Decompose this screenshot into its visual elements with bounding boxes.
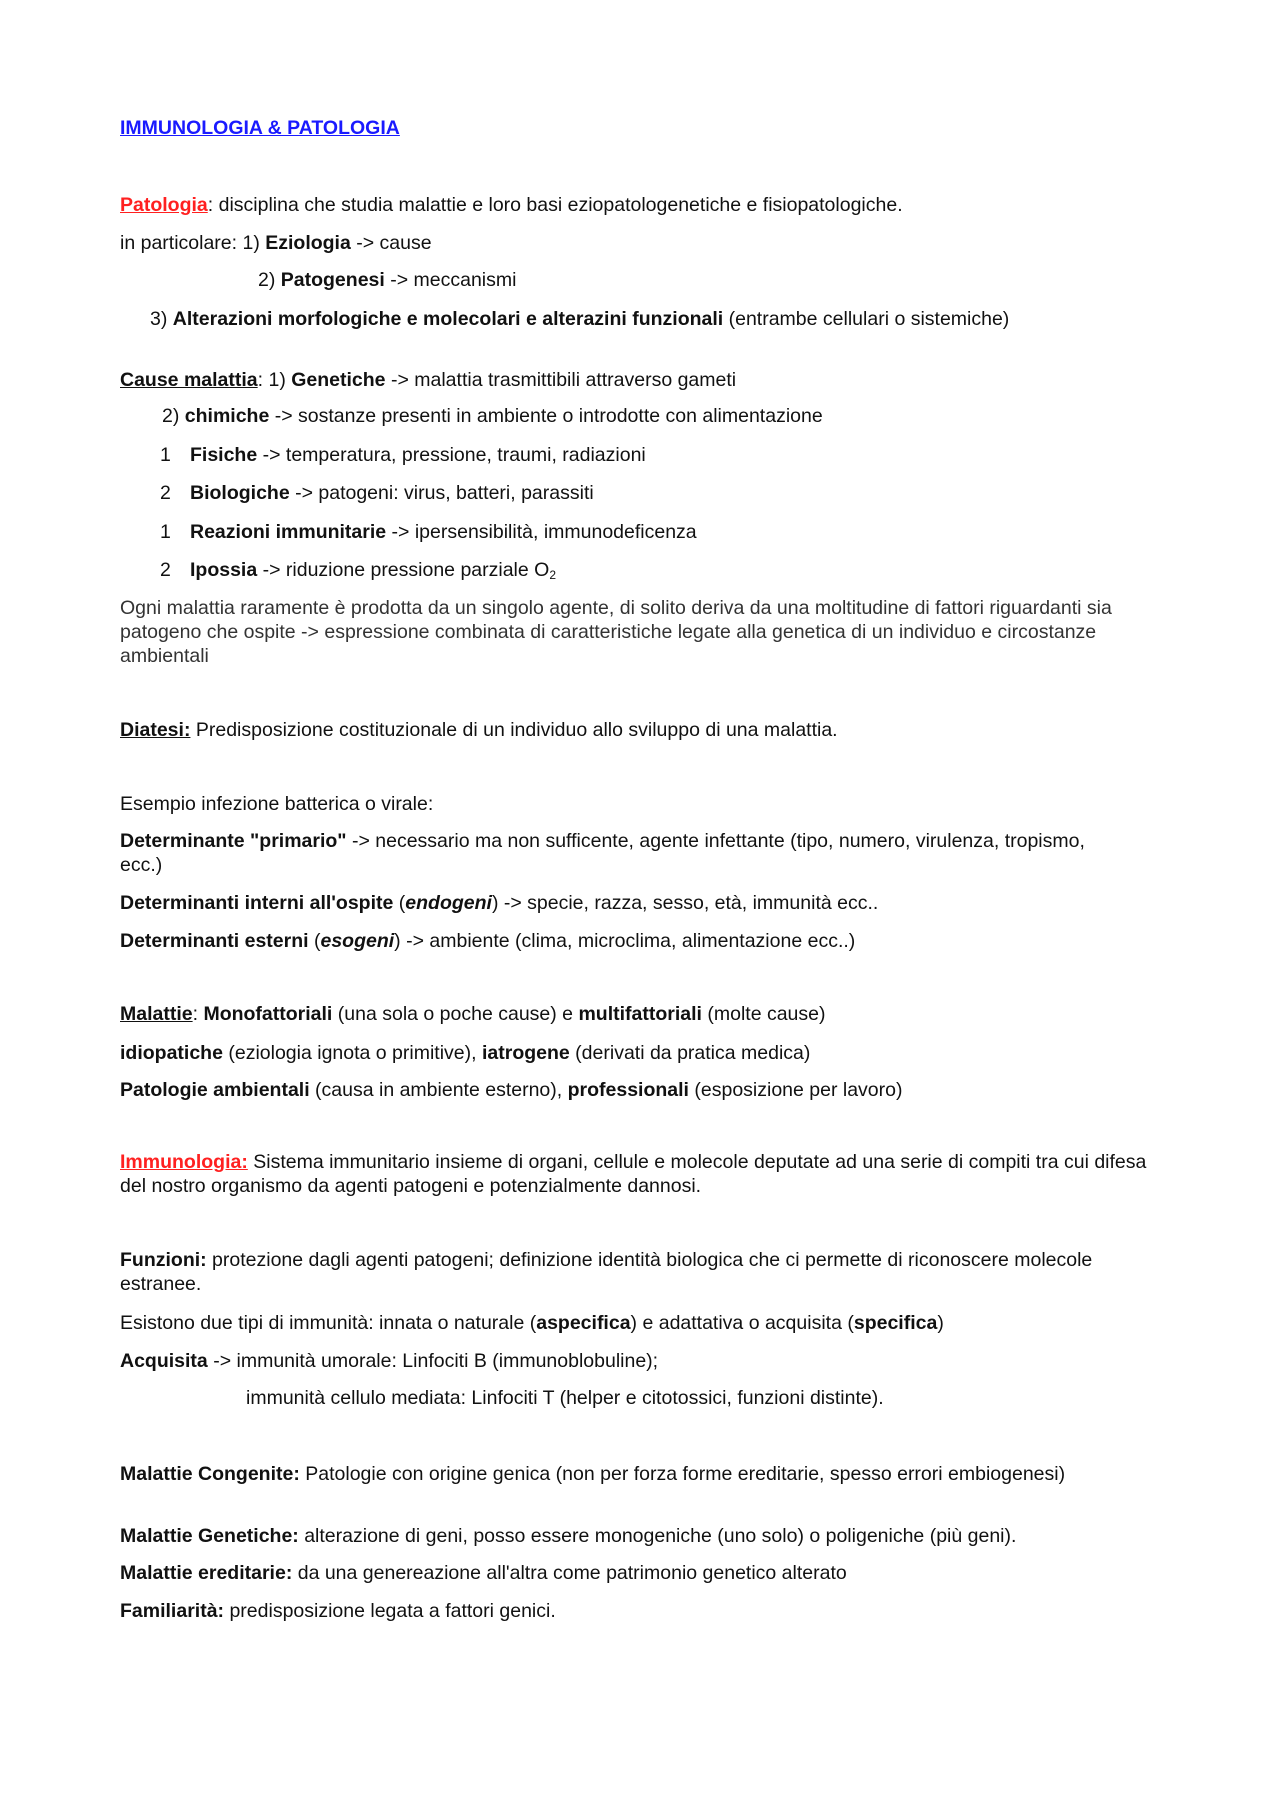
immunologia-cellulo: immunità cellulo mediata: Linfociti T (helper e citotossici, funzioni distinte). (246, 1387, 884, 1409)
malattie-fattoriali: Malattie: Monofattoriali (una sola o poche cause) e multifattoriali (molte cause) (120, 1003, 826, 1025)
document-title: IMMUNOLOGIA & PATOLOGIA (120, 117, 400, 139)
determinante-primario: Determinante "primario" -> necessario ma non sufficente, agente infettante (tipo, numero, virulenza, tropismo, ecc.) (120, 830, 1085, 876)
patologia-definition: Patologia: disciplina che studia malattie e loro basi eziopatologenetiche e fisiopatologiche. (120, 194, 903, 216)
cause-paragraph: Ogni malattia raramente è prodotta da un singolo agente, di solito deriva da una moltitudine di fattori riguardanti sia patogeno che ospite -> espressione combinata di caratteristiche legate alla genetica di un individuo e circostanze ambientali (120, 597, 1112, 667)
cause-list-item: 1 Fisiche -> temperatura, pressione, traumi, radiazioni (160, 444, 646, 466)
patologia-item-2: 2) Patogenesi -> meccanismi (258, 269, 517, 291)
familiarita: Familiarità: predisposizione legata a fattori genici. (120, 1600, 556, 1622)
diatesi-definition: Diatesi: Predisposizione costituzionale di un individuo allo sviluppo di una malattia. (120, 719, 838, 741)
cause-list-item: 2 Biologiche -> patogeni: virus, batteri, parassiti (160, 482, 594, 504)
malattie-genetiche: Malattie Genetiche: alterazione di geni, posso essere monogeniche (uno solo) o poligeniche (più geni). (120, 1525, 1017, 1547)
cause-list-item: 1 Reazioni immunitarie -> ipersensibilità, immunodeficenza (160, 521, 697, 543)
esempio-heading: Esempio infezione batterica o virale: (120, 793, 434, 815)
immunologia-tipi: Esistono due tipi di immunità: innata o naturale (aspecifica) e adattativa o acquisita (specifica) (120, 1312, 944, 1334)
malattie-ereditarie: Malattie ereditarie: da una genereazione all'altra come patrimonio genetico alterato (120, 1562, 847, 1584)
malattie-ambientali: Patologie ambientali (causa in ambiente esterno), professionali (esposizione per lavoro) (120, 1079, 903, 1101)
patologia-item-3: 3) Alterazioni morfologiche e molecolari e alterazini funzionali (entrambe cellulari o sistemiche) (150, 308, 1010, 330)
immunologia-acquisita: Acquisita -> immunità umorale: Linfociti B (immunoblobuline); (120, 1350, 659, 1372)
determinanti-interni: Determinanti interni all'ospite (endogeni) -> specie, razza, sesso, età, immunità ecc.. (120, 892, 879, 914)
malattie-idiopatiche: idiopatiche (eziologia ignota o primitive), iatrogene (derivati da pratica medica) (120, 1042, 811, 1064)
malattie-congenite: Malattie Congenite: Patologie con origine genica (non per forza forme ereditarie, spesso errori embiogenesi) (120, 1463, 1066, 1485)
immunologia-definition: Immunologia: Sistema immunitario insieme di organi, cellule e molecole deputate ad una serie di compiti tra cui difesa del nostro organismo da agenti patogeni e potenzialmente dannosi. (120, 1151, 1147, 1197)
cause-list-item: 2 Ipossia -> riduzione pressione parziale $O_2$ (160, 559, 557, 582)
cause-genetiche: Cause malattia: 1) Genetiche -> malattia trasmittibili attraverso gameti (120, 369, 737, 391)
cause-chimiche: 2) chimiche -> sostanze presenti in ambiente o introdotte con alimentazione (162, 405, 823, 427)
patologia-item-1: in particolare: 1) Eziologia -> cause (120, 232, 432, 254)
immunologia-funzioni: Funzioni: protezione dagli agenti patogeni; definizione identità biologica che ci permette di riconoscere molecole estranee. (120, 1249, 1093, 1295)
determinanti-esterni: Determinanti esterni (esogeni) -> ambiente (clima, microclima, alimentazione ecc..) (120, 930, 856, 952)
